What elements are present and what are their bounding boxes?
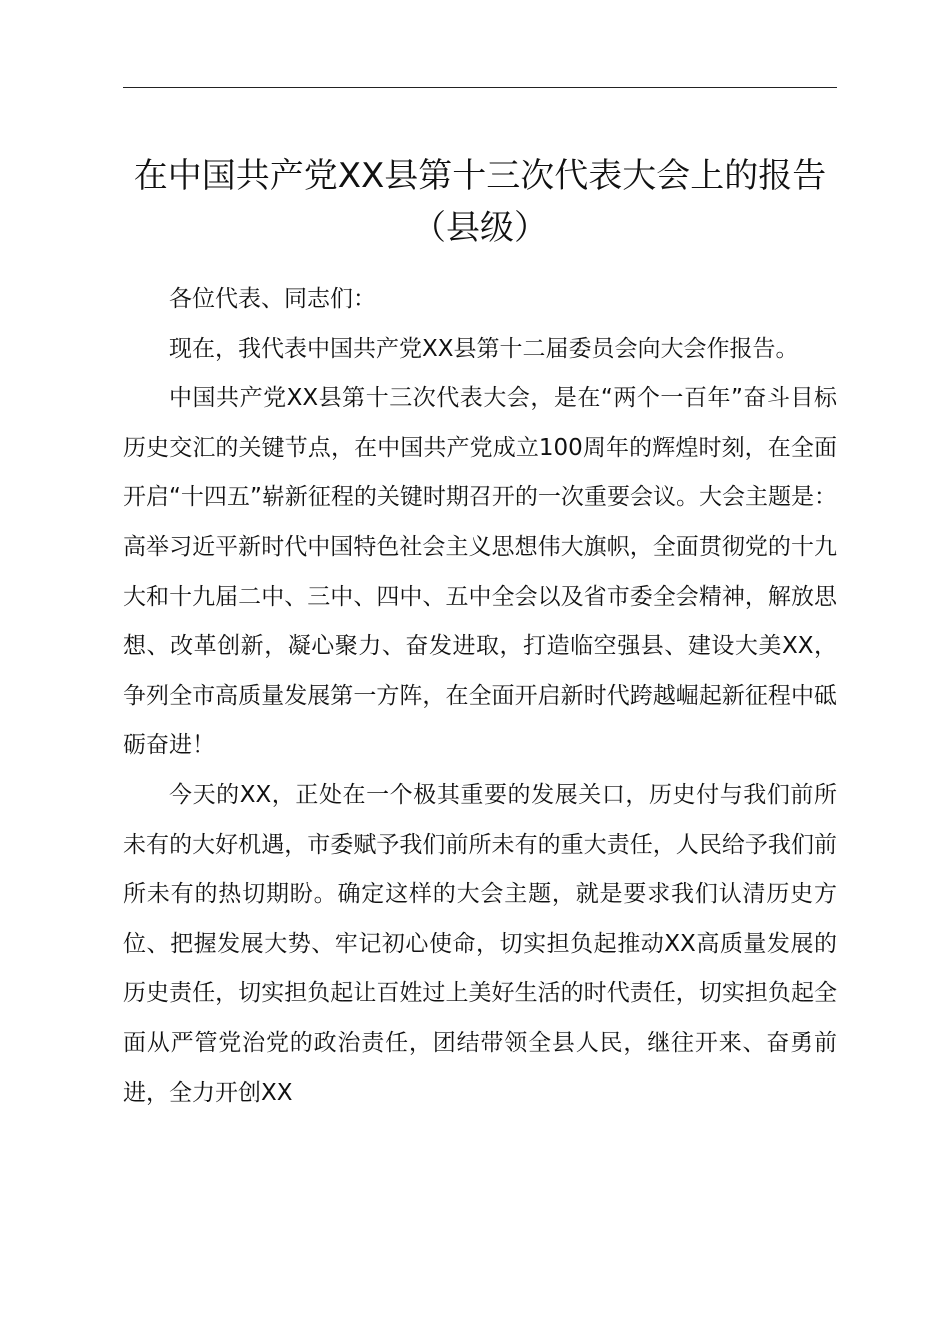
header-rule <box>123 87 837 88</box>
body-paragraph: 中国共产党XX县第十三次代表大会，是在“两个一百年”奋斗目标历史交汇的关键节点，在中国共产党成立100周年的辉煌时刻，在全面开启“十四五”崭新征程的关键时期召开的一次重要会议。大会主题是：高举习近平新时代中国特色社会主义思想伟大旗帜，全面贯彻党的十九大和十九届二中、三中、四中、五中全会以及省市委全会精神，解放思想、改革创新，凝心聚力、奋发进取，打造临空强县、建设大美XX，争列全市高质量发展第一方阵，在全面开启新时代跨越崛起新征程中砥砺奋进！ <box>123 385 837 759</box>
salutation-paragraph: 各位代表、同志们： <box>169 286 376 312</box>
document-title: 在中国共产党XX县第十三次代表大会上的报告（县级） <box>133 156 827 248</box>
document-body <box>123 275 837 1118</box>
body-paragraph: 现在，我代表中国共产党XX县第十二届委员会向大会作报告。 <box>169 335 799 362</box>
body-paragraph: 今天的XX，正处在一个极其重要的发展关口，历史付与我们前所未有的大好机遇，市委赋予我们前所未有的重大责任，人民给予我们前所未有的热切期盼。确定这样的大会主题，就是要求我们认清历史方位、把握发展大势、牢记初心使命，切实担负起推动XX高质量发展的历史责任，切实担负起让百姓过上美好生活的时代责任，切实担负起全面从严管党治党的政治责任，团结带领全县人民，继往开来、奋勇前进，全力开创XX <box>123 781 837 1106</box>
